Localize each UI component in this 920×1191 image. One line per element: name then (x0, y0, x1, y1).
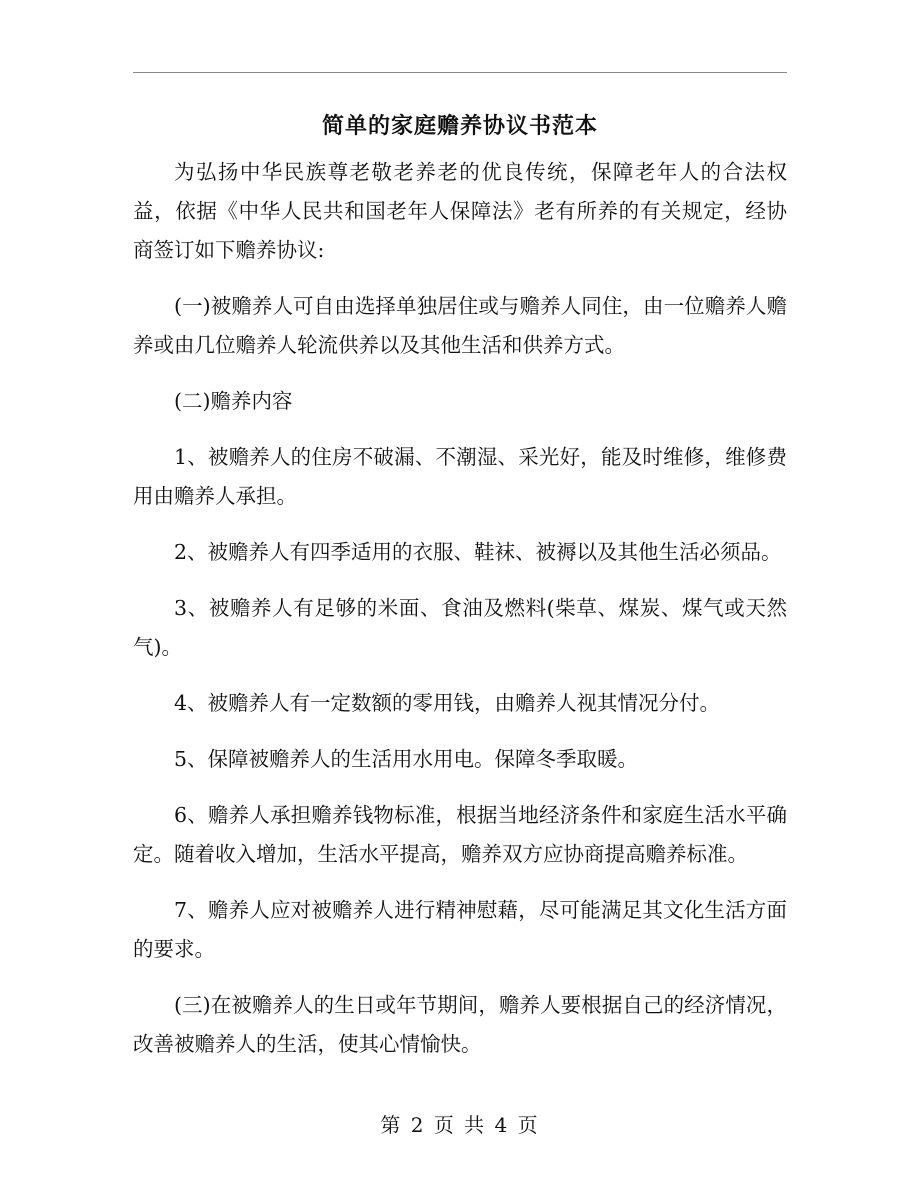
intro-paragraph: 为弘扬中华民族尊老敬老养老的优良传统，保障老年人的合法权益，依据《中华人民共和国老年人保障法》老有所养的有关规定，经协商签订如下赡养协议: (133, 160, 787, 262)
header-rule (133, 72, 787, 73)
item-6-support-standard: 6、赡养人承担赡养钱物标准，根据当地经济条件和家庭生活水平确定。随着收入增加，生活水平提高，赡养双方应协商提高赡养标准。 (133, 803, 787, 866)
item-4-pocket-money: 4、被赡养人有一定数额的零用钱，由赡养人视其情况分付。 (174, 691, 721, 715)
item-5-utilities: 5、保障被赡养人的生活用水用电。保障冬季取暖。 (174, 747, 639, 771)
clause-2-heading: (二)赡养内容 (174, 389, 293, 413)
item-7-emotional-support: 7、赡养人应对被赡养人进行精神慰藉，尽可能满足其文化生活方面的要求。 (133, 898, 787, 961)
item-2-clothing: 2、被赡养人有四季适用的衣服、鞋袜、被褥以及其他生活必须品。 (174, 540, 782, 564)
item-1-housing: 1、被赡养人的住房不破漏、不潮湿、采光好，能及时维修，维修费用由赡养人承担。 (133, 445, 787, 508)
clause-3-holidays: (三)在被赡养人的生日或年节期间，赡养人要根据自己的经济情况，改善被赡养人的生活，使其心情愉快。 (133, 993, 787, 1056)
document-title: 简单的家庭赡养协议书范本 (321, 113, 598, 139)
document-body (133, 153, 787, 1081)
page-number: 第 2 页 共 4 页 (380, 1113, 540, 1137)
clause-1-living-arrangement: (一)被赡养人可自由选择单独居住或与赡养人同住，由一位赡养人赡养或由几位赡养人轮流供养以及其他生活和供养方式。 (133, 294, 787, 357)
item-3-food-fuel: 3、被赡养人有足够的米面、食油及燃料(柴草、煤炭、煤气或天然气)。 (133, 596, 787, 659)
